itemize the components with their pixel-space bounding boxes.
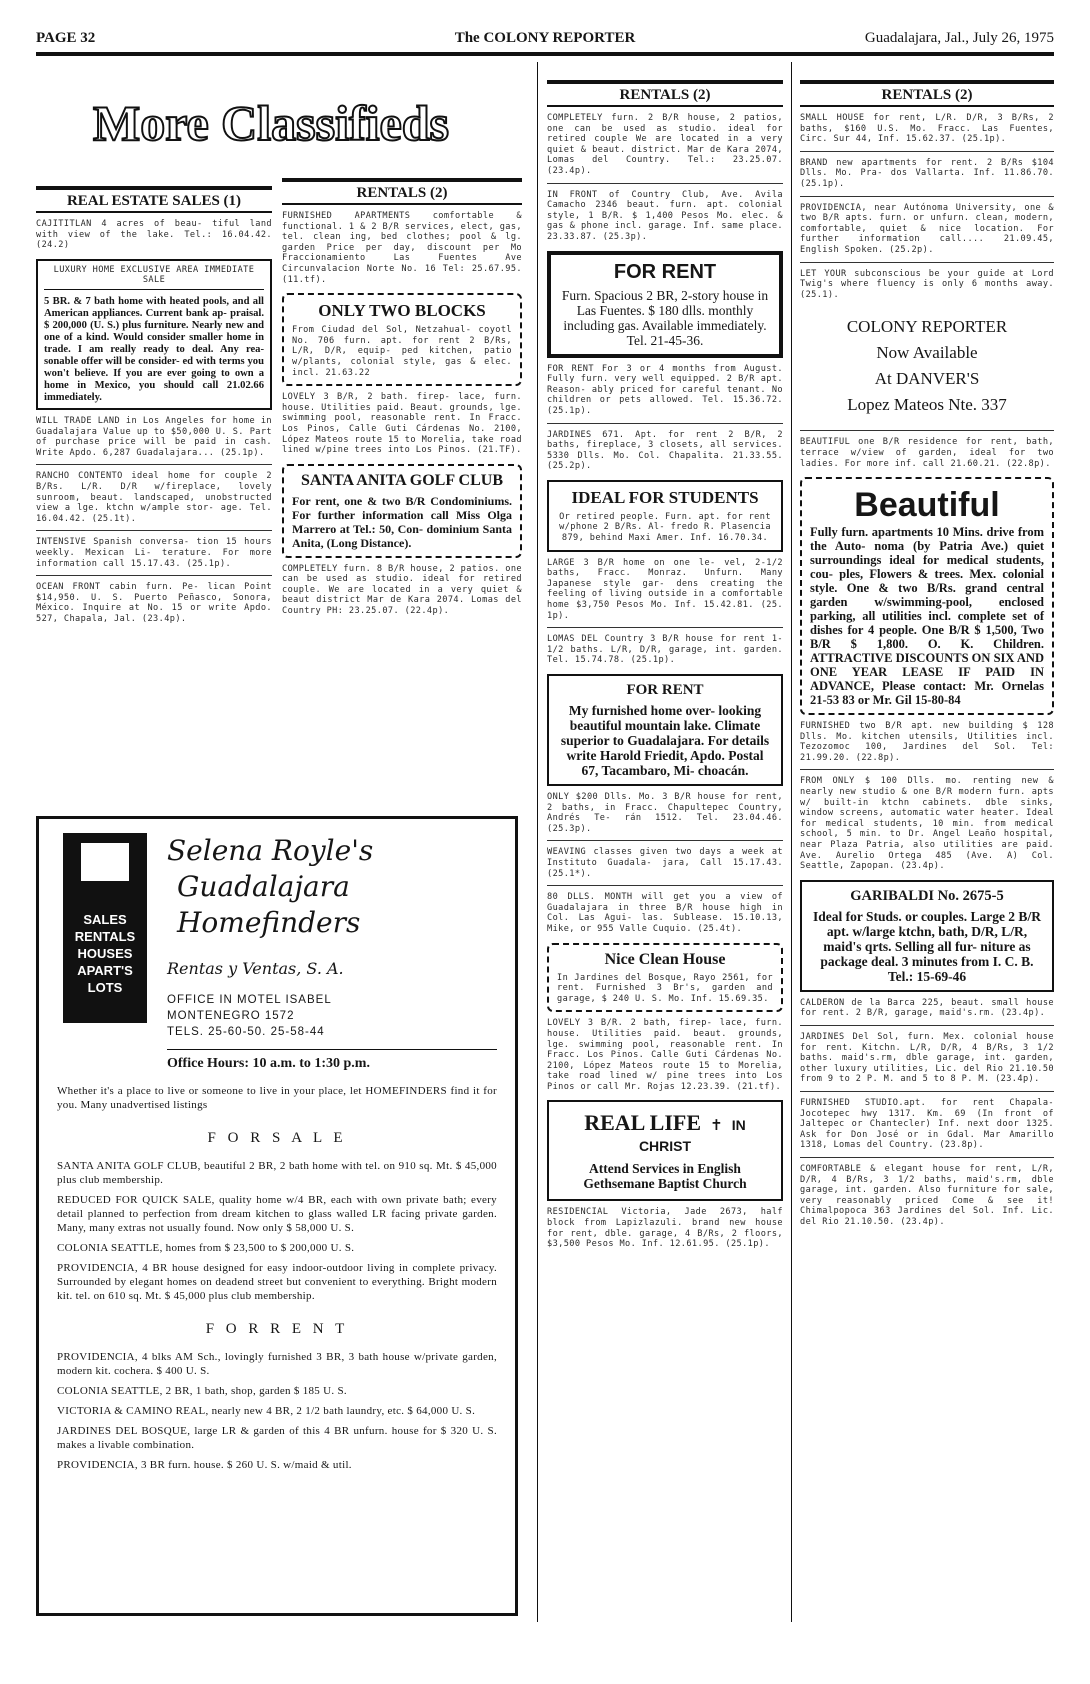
classified-ad: CALDERON de la Barca 225, beaut. small house for rent. 2 B/R, garage, maid's.rm. (23.4p).	[800, 997, 1054, 1019]
listing: SANTA ANITA GOLF CLUB, beautiful 2 BR, 2 bath home with tel. on 910 sq. Mt. $ 45,000 plus club membership.	[57, 1160, 497, 1186]
classified-ad: LOVELY 3 B/R, 2 bath. firep- lace, furn. house. Utilities paid. Beaut. grounds, lge. swimming pool, reasonable rent. In Fracc. Los Pinos, Calle Guti Cárdenas No. 2100, López Mateos route 15 to Morelia, take road lined w/pine trees into Los Pinos. (21.TF).	[282, 392, 522, 456]
luxury-home-box	[36, 259, 272, 410]
listing: PROVIDENCIA, 4 BR house designed for easy indoor-outdoor living in complete privacy. Surrounded by elegant homes on deadend street but convenient to everything. Bright modern kit. tel. on 610 sq. Mt. $ 45,000 plus club membership.	[57, 1262, 497, 1302]
masthead: The COLONY REPORTER	[454, 30, 636, 46]
classified-ad: WILL TRADE LAND in Los Angeles for home in Guadalajara Value up to $50,000 U. S. Part of purchase price will be paid in cash. Write Apdo. 6,287 Guadalajara... (25.1p).	[36, 415, 272, 458]
notice-line: Now Available	[876, 343, 978, 363]
classified-ad: SMALL HOUSE for rent, L/R. D/R, 3 B/Rs, 2 baths, $160 U.S. Mo. Fracc. Las Fuentes, Circ. Sur 44, Inf. 15.62.37. (25.1p).	[800, 113, 1054, 145]
classified-ad: BRAND new apartments for rent. 2 B/Rs $104 Dlls. Mo. Pra- dos Vallarta. Inf. 11.86.70. (25.1p).	[800, 157, 1054, 189]
box-title: Nice Clean House	[604, 950, 726, 968]
office-address: OFFICE IN MOTEL ISABEL	[167, 994, 332, 1006]
office-address: MONTENEGRO 1572	[167, 1010, 295, 1022]
office-hours: Office Hours: 10 a.m. to 1:30 p.m.	[167, 1056, 370, 1071]
box-body: Fully furn. apartments 10 Mins. drive from the Auto- noma (by Patria Ave.) quiet surroundings ideal for medical students, cou- ples, Flowers & trees. Mex. colonial style. One & two B/Rs. grand central garden w/swimming-pool, enclosed parking, all utilities incl. complete set of dishes for 4 people. One B/R $ 1,500, Two B/R $ 1,800. O. K. Children. ATTRACTIVE DISCOUNTS ON SIX AND ONE YEAR LEASE IF PAID IN ADVANCE, Please contact: Mr. Ornelas 21-53 83 or Mr. Gil 15-80-84	[810, 525, 1044, 708]
box-title: ONLY TWO BLOCKS	[318, 301, 486, 321]
box-body: My furnished home over- looking beautiful mountain lake. Climate superior to Guadalajara. For details write Harold Friedit, Apdo. Postal 67, Tacambaro, Mi- choacán.	[560, 703, 770, 778]
notice-line: At DANVER'S	[874, 369, 980, 389]
classified-ad: COMFORTABLE & elegant house for rent, L/R, D/R, 4 B/Rs, 3 1/2 baths, maid's.rm, dble garage, int. garden. Also furniture for sale, very reasonably priced Come & see it! Chimalpopoca 363 Jardines del Sol. Inf. Lic. del Rio 21.10.50. (23.4p).	[800, 1163, 1054, 1227]
classified-ad: FURNISHED two B/R apt. new building $ 128 Dlls. Mo. kitchen utensils, Utilities incl. Tezozomoc 100, Jardines del Sol. Tel: 21.99.20. (22.8p).	[800, 721, 1054, 763]
box-title: SANTA ANITA GOLF CLUB	[301, 471, 503, 489]
box-body: 5 BR. & 7 bath home with heated pools, and all American appliances. Current bank ap- praisal. $ 200,000 (U. S.) plus furniture. Nearly new and one of a kind. Would consider smaller home in trade. I am really ready to deal. Any rea- sonable offer will be consider- ed with terms you won't believe. If you are ever going to own a home in Mexico, you should call 21.02.66 immediately.	[44, 295, 264, 403]
for-rent-heading: F O R R E N T	[205, 1321, 349, 1337]
column-rentals-b	[547, 80, 783, 1622]
ideal-students-box	[547, 480, 783, 552]
company-name: Guadalajara Homefinders	[177, 870, 361, 939]
section-heading-rentals: RENTALS (2)	[282, 178, 522, 205]
classified-ad: COMPLETELY furn. 2 B/R house, 2 patios, one can be used as studio. ideal for retired couple We are located in a very quiet & beaut. district. Mar de Kara 2074, Lomas del Country. Tel.: 23.25.07. (23.4p).	[547, 113, 783, 176]
listing: PROVIDENCIA, 3 BR furn. house. $ 260 U. S. w/maid & util.	[57, 1459, 352, 1471]
homefinders-ad	[36, 816, 518, 1616]
classified-ad: JARDINES 671. Apt. for rent 2 B/R, 2 baths, fireplace, 3 closets, all services. 5330 Dlls. Mo. Col. Chapalita. 21.33.55. (25.2p).	[547, 429, 783, 472]
classified-ad: WEAVING classes given two days a week at Instituto Guadala- jara, Call 15.17.43. (25.1*).	[547, 847, 783, 879]
classified-ad: PROVIDENCIA, near Autónoma University, one & two B/R apts. furn. or unfurn. clean, modern, comfortable, quiet & nice location. For further information call.... 21.09.45, English Spoken. (25.2p).	[800, 202, 1054, 255]
column-rentals-c	[800, 80, 1054, 1622]
classified-ad: BEAUTIFUL one B/R residence for rent, bath, terrace w/view of garden, ideal for two ladies. For more inf. call 21.60.21. (22.8p).	[800, 437, 1054, 469]
church-logo: REAL LIFE	[584, 1110, 701, 1136]
company-name: Selena Royle's	[167, 834, 374, 867]
badge-word: HOUSES	[77, 946, 133, 961]
section-heading-rentals: RENTALS (2)	[800, 80, 1054, 107]
classified-ad: LARGE 3 B/R home on one le- vel, 2-1/2 baths, Fracc. Monraz. Unfurn. Many Japanese style gar- dens creating the feeling of living outside in a comfortable home $3,750 Pesos Mo. Inf. 15.42.81. (25. 1p).	[547, 557, 783, 621]
listing: COLONIA SEATTLE, homes from $ 23,500 to $ 200,000 U. S.	[57, 1242, 355, 1254]
classified-ad: ONLY $200 Dlls. Mo. 3 B/R house for rent, 2 baths, in Fracc. Chapultepec Country, Andrés Te- rán 1512. Tel. 23.04.46. (25.3p).	[547, 792, 783, 834]
badge-word: APART'S	[77, 963, 133, 978]
cross-icon: ✝	[710, 1116, 723, 1135]
classified-ad: IN FRONT of Country Club, Ave. Avila Camacho 2346 beaut. furn. apt. colonial style, 1 B/R. $ 1,400 Pesos Mo. elec. & gas & phone incl. garage. Inf. same place. 23.33.87. (25.3p).	[547, 189, 783, 242]
classified-ad: LOVELY 3 B/R. 2 bath, firep- lace, furn. house. Utilities paid. beaut. grounds, lge. swimming pool, reasonable rent. In Fracc. Los Pinos. Calle Guti Cárdenas No. 2100, López Mateos route 15 to Morelia, take road lined w/ pine trees into Los Pinos or call Mr. Rojas 12.23.39. (21.tf).	[547, 1018, 783, 1092]
classified-ad: FURNISHED STUDIO.apt. for rent Chapala-Jocotepec hwy 1317. Km. 69 (In front of Jaltepec or Chantecler) Inf. next door 1325. Ask for Don José or in Gdal. Mar Amarillo 1318, Lomas del Country. (23.8p).	[800, 1097, 1054, 1151]
section-heading-rentals: RENTALS (2)	[547, 80, 783, 107]
header-rule	[36, 52, 1054, 56]
garibaldi-box	[800, 880, 1054, 992]
box-body: Furn. Spacious 2 BR, 2-story house in Las Fuentes. $ 180 dlls. monthly including gas. Available immediately. Tel. 21-45-36.	[561, 287, 769, 348]
box-body: From Ciudad del Sol, Netzahual- coyotl No. 706 furn. apt. for rent 2 B/Rs, L/R, D/R, equip- ped kitchen, patio w/plants, colonial style, gas & elec. incl. 21.63.22	[292, 325, 512, 378]
classified-ad: JARDINES Del Sol, furn. Mex. colonial house for rent. Kitchn. L/R, D/R, 4 B/Rs, 3 1/2 baths. maid's.rm, dble garage, int. garden, other luxury utilities, Lic. del Rio 21.10.50 from 9 to 2 P. M. and 5 to 8 P. M. (23.4p).	[800, 1032, 1054, 1085]
column-rentals-a	[282, 178, 522, 820]
box-body: Ideal for Studs. or couples. Large 2 B/R apt. w/large ktchn, bath, D/R, L/R, maid's qrts. Selling all fur- niture as package deal. 3 minutes from I. C. B. Tel.: 15-69-46	[813, 908, 1041, 984]
colony-reporter-notice	[800, 314, 1054, 418]
box-title: FOR RENT	[613, 260, 717, 283]
banner-title: More Classifieds	[93, 95, 449, 151]
badge-word: SALES	[83, 912, 127, 927]
notice-line: COLONY REPORTER	[846, 317, 1008, 337]
dateline: Guadalajara, Jal., July 26, 1975	[864, 30, 1054, 46]
listing: COLONIA SEATTLE, 2 BR, 1 bath, shop, garden $ 185 U. S.	[57, 1385, 347, 1397]
classified-ad: LET YOUR subconscious be your guide at Lord Twig's where fluency is only 6 months away. (25.1).	[800, 268, 1054, 300]
for-rent-box	[547, 251, 783, 358]
section-heading-real-estate: REAL ESTATE SALES (1)	[36, 186, 272, 213]
office-phones: TELS. 25-60-50. 25-58-44	[167, 1026, 325, 1038]
page-number: PAGE 32	[36, 30, 96, 46]
nice-clean-house-box	[547, 943, 783, 1013]
classified-ad: OCEAN FRONT cabin furn. Pe- lican Point $14,950. U. S. Puerto Peñasco, Sonora, México. Inquire at No. 15 or write Apdo. 527, Chapala, Jal. (23.4p).	[36, 582, 272, 624]
classified-ad: LOMAS DEL Country 3 B/R house for rent 1-1/2 baths. L/R, D/R, garage, int. garden. Tel. 15.74.78. (25.1p).	[547, 634, 783, 666]
classified-ad: FROM ONLY $ 100 Dlls. mo. renting new & nearly new studio & one B/R modern furn. apts w/ built-in ktchn cabinets. dble sinks, window screens, automatic water heater. Ideal for medical students, 10 min. from medical school, 5 min. to Dr. Angel Leaño hospital, near Plaza Patria, also utilities are paid. Ave. Aurelio Ortega 485 (Ave. A) Col. Seattle, Zapopan. (23.4p).	[800, 776, 1054, 872]
badge-word: LOTS	[87, 980, 123, 995]
box-title: IDEAL FOR STUDENTS	[571, 487, 759, 507]
for-rent-lake-box	[547, 674, 783, 786]
box-body: In Jardines del Bosque, Rayo 2561, for rent. Furnished 3 Br's, garden and garage, $ 240 U. S. Mo. Inf. 15.69.35.	[557, 972, 773, 1004]
classified-ad: FURNISHED APARTMENTS comfortable & functional. 1 & 2 B/R services, elect, gas, tel. clean ing, bed clothes; pool & lg. garden Price per day, discount per Mo Fraccionamiento Las Fuentes Ave Circunvalacion Norte No. 16 Tel: 25.67.95. (11.tf).	[282, 211, 522, 285]
beautiful-apartments-box	[800, 477, 1054, 715]
box-title: GARIBALDI No. 2675-5	[850, 887, 1004, 904]
box-body: For rent, one & two B/R Condominiums. For further information call Miss Olga Marrero at Tel.: 50, Con- dominium Santa Anita, (Long Distance).	[292, 493, 512, 550]
classified-ad: INTENSIVE Spanish conversa- tion 15 hours weekly. Mexican Li- terature. For more information call 15.17.43. (25.1p).	[36, 537, 272, 569]
listing: JARDINES DEL BOSQUE, large LR & garden of this 4 BR unfurn. house for $ 320 U. S. makes a livable combination.	[57, 1425, 497, 1451]
homefinders-intro: Whether it's a place to live or someone to live in your place, let HOMEFINDERS find it for you. Many unadvertised listings	[57, 1085, 497, 1111]
classified-ad: RANCHO CONTENTO ideal home for couple 2 B/Rs. L/R. D/R w/fireplace, lovely sunroom, beaut. landscaped, unobstructed view a lge. ktchn w/ample stor- age. Tel. 16.04.42. (25.1t).	[36, 471, 272, 524]
listing: VICTORIA & CAMINO REAL, nearly new 4 BR, 2 1/2 bath laundry, etc. $ 64,000 U. S.	[57, 1405, 476, 1417]
box-title: FOR RENT	[626, 682, 704, 698]
listing: REDUCED FOR QUICK SALE, quality home w/4 BR, each with own private bath; every detail planned to perfection from dream kitchen to glass walled LR facing private garden. Many, many extras not usually found. Now only $ 58,000 U. S.	[57, 1194, 497, 1234]
classified-ad: COMPLETELY furn. 8 B/R house, 2 patios. one can be used as studio. ideal for retired couple. We are located in a very quiet & beaut district Mar de Kara 2074. Lomas del Country PH: 23.25.07. (22.4p).	[282, 563, 522, 617]
church-tagline: IN CHRIST	[638, 1117, 746, 1155]
classified-ad: FOR RENT For 3 or 4 months from August. Fully furn. very well equipped. 2 B/R apt. Reason- ably priced for careful tenant. No children or pets allowed. Tel. 15.36.72. (25.1p).	[547, 363, 783, 416]
box-title: Beautiful	[854, 486, 1000, 525]
classified-ad: CAJITITLAN 4 acres of beau- tiful land with view of the lake. Tel.: 16.04.42. (24.2)	[36, 219, 272, 251]
house-logo-icon	[63, 833, 147, 1023]
for-sale-heading: F O R S A L E	[207, 1130, 347, 1146]
only-two-blocks-box	[282, 293, 522, 386]
classified-ad: 80 DLLS. MONTH will get you a view of Guadalajara in three B/R house high in Col. Las Agui- las. Sublease. 15.10.13, Mike, or 955 Valle Cuquio. (25.4t).	[547, 892, 783, 934]
badge-word: RENTALS	[74, 929, 136, 944]
classified-ad: RESIDENCIAL Victoria, Jade 2673, half block from Lapizlazuli. brand new house for rent, dble. garage, 4 B/Rs, 2 floors, $3,500 Pesos Mo. Inf. 12.61.95. (25.1p).	[547, 1207, 783, 1250]
box-body: Or retired people. Furn. apt. for rent w/phone 2 B/Rs. Al- fredo R. Plasencia 879, behind Maxi Amer. Inf. 16.70.34.	[559, 511, 771, 544]
listing: PROVIDENCIA, 4 blks AM Sch., lovingly furnished 3 BR, 3 bath house w/private garden, modern kit. cochera. $ 400 U. S.	[57, 1351, 497, 1377]
santa-anita-box	[282, 464, 522, 558]
church-body: Attend Services in English Gethsemane Baptist Church	[583, 1161, 747, 1192]
notice-line: Lopez Mateos Nte. 337	[847, 395, 1007, 415]
box-title: LUXURY HOME EXCLUSIVE AREA IMMEDIATE SALE	[44, 265, 264, 290]
church-ad	[547, 1100, 783, 1201]
company-subtitle: Rentas y Ventas, S. A.	[167, 959, 344, 978]
